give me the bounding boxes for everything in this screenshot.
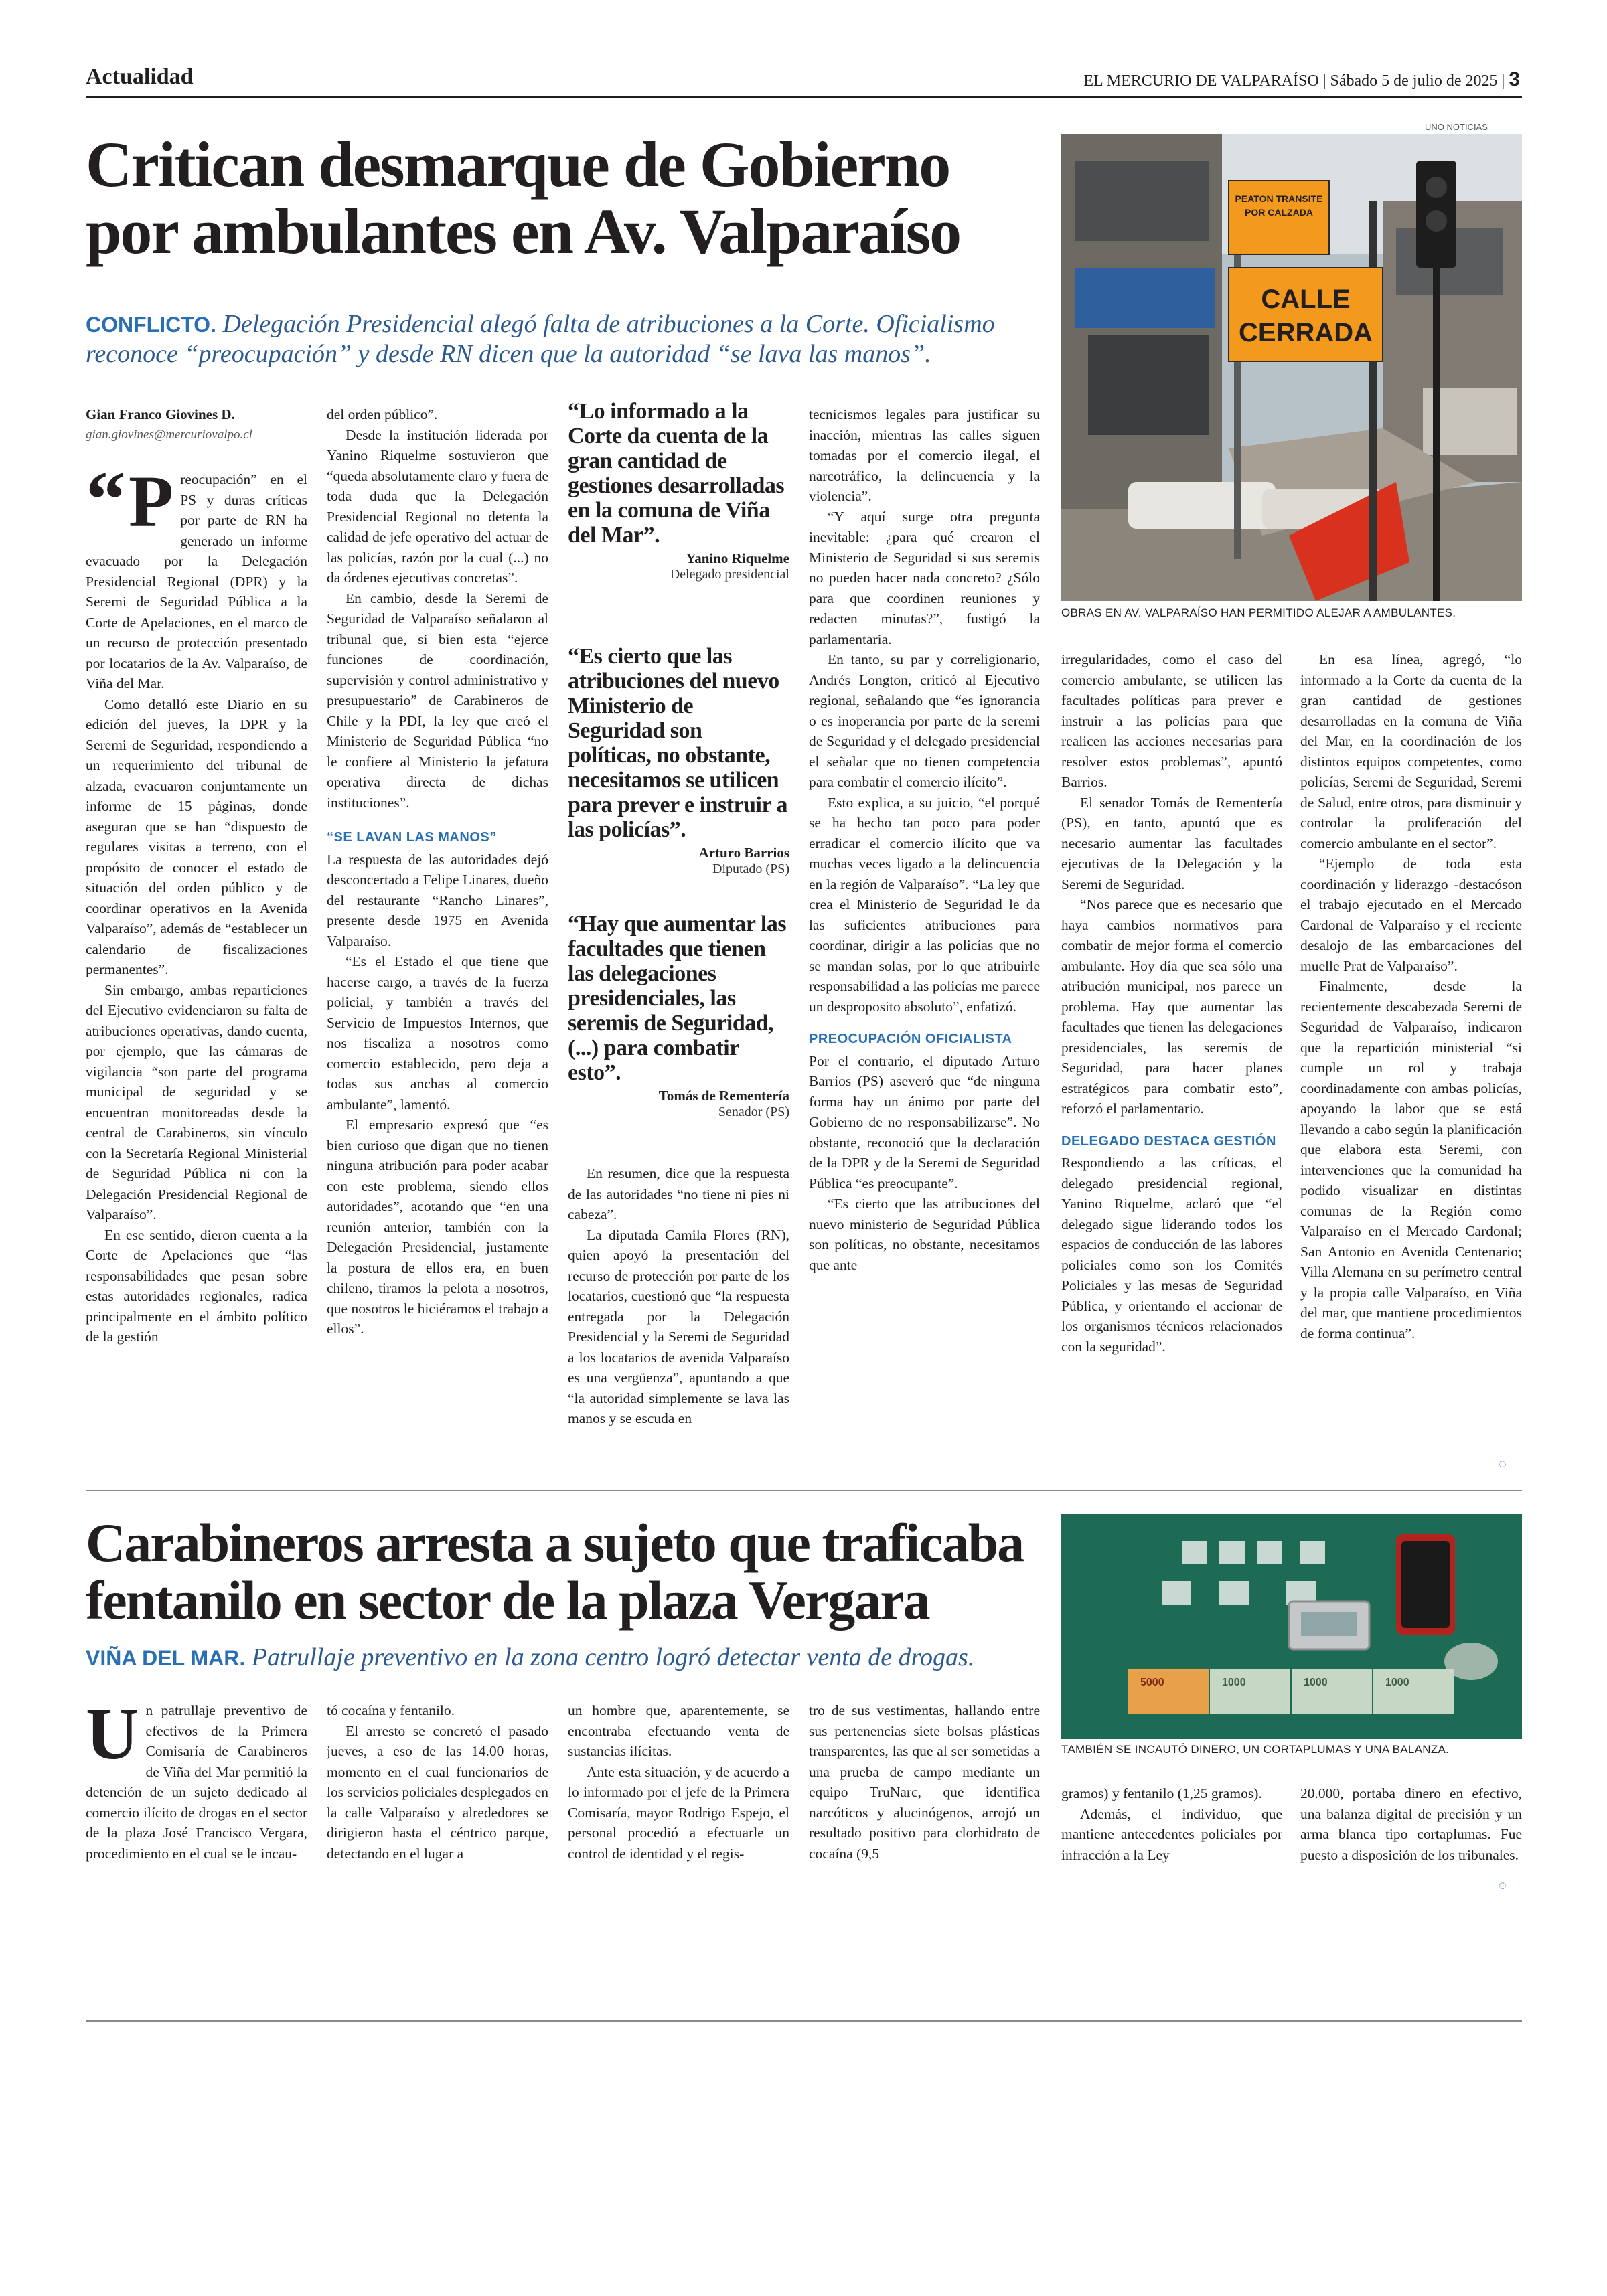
paragraph: “Ejemplo de toda esta coordinación y liderazgo -destacóson el trabajo ejecutado en el Mercado Cardonal de Valparaíso y el reciente desalojo de las embarcaciones del muelle Prat de Valparaíso”. xyxy=(1300,855,1522,974)
article1-col4 xyxy=(809,404,1040,1475)
article1-col1 xyxy=(86,404,307,1475)
pull-quote-text: “Hay que aumentar las facultades que tienen las delegaciones presidenciales, las seremis de Seguridad, (...) para combatir esto”. xyxy=(568,912,787,1085)
deck-kicker: VIÑA DEL MAR. xyxy=(86,1646,246,1670)
paragraph: Finalmente, desde la recientemente descabezada Seremi de Seguridad de Valparaíso, indicaron que la repartición ministerial “si cumple un rol y trabaja coordinadamente con ambas policías, apoyando la labor que se está llevando a cabo según la planificación que elabora esta Seremi, con intervenciones que la comunidad ha podido visualizar en distintas comunas de la Región como Valparaíso en el Mercado Cardonal; San Antonio en Avenida Centenario; Villa Alemana en su perímetro central y la propia calle Valparaíso, en Viña del mar, que mantiene procedimientos de forma continua”. xyxy=(1300,978,1522,1341)
svg-text:POR CALZADA: POR CALZADA xyxy=(1245,207,1313,218)
paper-name: EL MERCURIO DE VALPARAÍSO xyxy=(1083,72,1319,90)
paragraph: Por el contrario, el diputado Arturo Barrios (PS) aseveró que “de ninguna forma hay un ánimo por parte del Gobierno de no responsabilizarse”. No obstante, reconoció que la declaración de la DPR y de la Seremi de Seguridad Pública “es preocupante”. xyxy=(809,1052,1040,1192)
paragraph: Ante esta situación, y de acuerdo a lo informado por el jefe de la Primera Comisaría, mayor Rodrigo Espejo, el personal procedió a efectuarle un control de identidad y el regis- xyxy=(568,1763,789,1862)
article2-col2 xyxy=(327,1700,548,1914)
sign-main-text: CALLE xyxy=(1261,284,1351,314)
paragraph: del orden público”. xyxy=(327,406,438,422)
article2-col1 xyxy=(86,1700,307,1914)
subhead: “SE LAVAN LAS MANOS” xyxy=(327,830,497,845)
article2-col6 xyxy=(1300,1783,1522,1917)
article2-col3 xyxy=(568,1700,789,1914)
paragraph: En ese sentido, dieron cuenta a la Corte de Apelaciones que “las responsabilidades que pesan sobre estas autoridades regionales, radica principalmente en el ámbito político de la gestión xyxy=(86,1226,307,1345)
article2-col4 xyxy=(809,1700,1040,1914)
pull-quote-role: Senador (PS) xyxy=(718,1104,789,1119)
paragraph: En tanto, su par y correligionario, Andrés Longton, criticó al Ejecutivo regional, señalando que “es ignorancia o es inoperancia por parte de la seremi de Seguridad y el delegado presidencial el señalar que no tienen competencia para combatir el comercio ilícito”. xyxy=(809,651,1040,790)
paragraph: Sin embargo, ambas reparticiones del Ejecutivo evidenciaron su falta de atribuciones operativas, dando cuenta, por ejemplo, que las cámaras de vigilancia “son parte del programa municipal de seguridad y se encuentran monitoreadas desde la central de Carabineros, sin vínculo con la Secretaría Regional Ministerial de Seguridad Pública ni con la Delegación Presidencial Regional de Valparaíso”. xyxy=(86,981,307,1222)
article1-deck xyxy=(86,309,1050,369)
bottom-rule xyxy=(86,2020,1522,2022)
paragraph: 20.000, portaba dinero en efectivo, una balanza digital de precisión y un arma blanca tipo cortaplumas. Fue puesto a disposición de los tribunales. xyxy=(1300,1785,1522,1863)
opening-quote: “ xyxy=(86,455,126,544)
article1-col3 xyxy=(568,1163,789,1478)
subhead: PREOCUPACIÓN OFICIALISTA xyxy=(809,1032,1012,1046)
paragraph: irregularidades, como el caso del comercio ambulante, se utilicen las facultades políticas para prever e instruir a las policías para que realicen las acciones necesarias para resolver estos problemas”, apuntó Barrios. xyxy=(1061,651,1282,790)
paragraph: El empresario expresó que “es bien curioso que digan que no tienen ninguna atribución para poder acabar con este problema, siendo ellos autoridades”, acotando que “en una reunión anterior, también con la Delegación Presidencial, justamente la postura de ellos era, en buen chileno, tiramos la pelota a nosotros, que nosotros le hiciéramos el trabajo a ellos”. xyxy=(327,1117,548,1337)
paragraph: un hombre que, aparentemente, se encontraba efectuando venta de sustancias ilícitas. xyxy=(568,1702,789,1759)
paragraph: tó cocaína y fentanilo. xyxy=(327,1702,455,1718)
article1-headline xyxy=(86,131,1050,265)
headline-line: Carabineros arresta a sujeto que traficaba xyxy=(86,1512,1024,1573)
paragraph: reocupación” en el PS y duras críticas por parte de RN ha generado un informe evacuado por la Delegación Presidencial Regional (DPR) y la Seremi de Seguridad Pública a la Corte de Apelaciones, en el marco de un recurso de protección presentado por locatarios de la Av. Valparaíso, de Viña del Mar. xyxy=(86,471,307,691)
bill-value: 1000 xyxy=(1385,1677,1409,1688)
article2-deck xyxy=(86,1643,1050,1673)
svg-text:CERRADA: CERRADA xyxy=(1239,318,1373,347)
paragraph: gramos) y fentanilo (1,25 gramos). xyxy=(1061,1785,1262,1801)
paragraph: En resumen, dice que la respuesta de las autoridades “no tiene ni pies ni cabeza”. xyxy=(568,1165,789,1222)
paragraph: n patrullaje preventivo de efectivos de la Primera Comisaría de Carabineros de Viña del Mar permitió la detención de un sujeto dedicado al comercio ilícito de drogas en el sector de la plaza José Francisco Vergara, procedimiento en el cual se le incau- xyxy=(86,1702,307,1862)
seized-items-photo xyxy=(1061,1514,1522,1739)
paragraph: “Es el Estado el que tiene que hacerse cargo, a través de la fuerza policial, y también a través del Servicio de Impuestos Internos, que nos fiscaliza a nosotros como comercio establecido, pero deja a todas sus anchas al comercio ambulante”, lamentó. xyxy=(327,953,548,1113)
bill-value: 5000 xyxy=(1140,1677,1164,1688)
end-mark-icon: ◌ xyxy=(1499,1457,1507,1471)
paragraph: Como detalló este Diario en su edición del jueves, la DPR y la Seremi de Seguridad, respondiendo a un requerimiento del tribunal de alzada, evacuaron conjuntamente un informe de 15 páginas, donde aseguran que se han “dispuesto de regulares visitas a terreno, con el propósito de conocer el estado de situación del orden público y de coordinar operativos en la Avenida Valparaíso”, además de “establecer un calendario de fiscalizaciones permanentes”. xyxy=(86,695,307,977)
pull-quote-text: “Es cierto que las atribuciones del nuevo Ministerio de Seguridad son políticas, no obstante, necesitamos se utilicen para prever e instruir a las policías”. xyxy=(568,644,787,842)
pull-quote xyxy=(568,912,789,1120)
end-mark-icon: ◌ xyxy=(1499,1878,1507,1893)
pull-quote-role: Diputado (PS) xyxy=(712,862,789,876)
article-divider xyxy=(86,1490,1522,1491)
paragraph: Respondiendo a las críticas, el delegado presidencial regional, Yanino Riquelme, aclaró que “el delegado sigue liderando todos los espacios de conducción de las labores policiales como son los Comités Policiales y las mesas de Seguridad Pública, y orientando el accionar de los organismos técnicos relacionados con la seguridad”. xyxy=(1061,1155,1282,1355)
deck-kicker: CONFLICTO. xyxy=(86,313,216,337)
paragraph: “Y aquí surge otra pregunta inevitable: ¿para qué crearon el Ministerio de Seguridad si sus seremis no pueden hacer nada concreto? ¿Sólo para que coordinen reuniones y redacten minutas?”, fustigó la parlamentaria. xyxy=(809,508,1040,647)
section-label: Actualidad xyxy=(86,64,194,89)
paragraph: El arresto se concretó el pasado jueves, a eso de las 14.00 horas, momento en el cual funcionarios de los servicios policiales desplegados en la calle Valparaíso y alrededores se dirigieron hasta el céntrico parque, detectando en el lugar a xyxy=(327,1722,548,1862)
header-rule xyxy=(86,96,1522,98)
headline-line: por ambulantes en Av. Valparaíso xyxy=(86,195,961,267)
deck-text: Patrullaje preventivo en la zona centro logró detectar venta de drogas. xyxy=(251,1643,975,1671)
headline-line: fentanilo en sector de la plaza Vergara xyxy=(86,1570,929,1631)
paragraph: En esa línea, agregó, “lo informado a la Corte da cuenta de la gran cantidad de gestiones desarrolladas en la comuna de Viña del Mar, en la coordinación de los distintos equipos competentes, como policías, Seremi de Seguridad, Seremi de Salud, entre otros, para disminuir y controlar la proliferación del comercio ambulante en el sector”. xyxy=(1300,651,1522,851)
paragraph: Desde la institución liderada por Yanino Riquelme sostuvieron que “queda absolutamente claro y fuera de toda duda que la Delegación Presidencial Regional no detenta la calidad de jefe operativo del actuar de las policías, razón por la cual (...) no da órdenes ejecutivas concretas”. xyxy=(327,426,548,586)
seized-items-illustration xyxy=(1061,1514,1522,1739)
page-header: EL MERCURIO DE VALPARAÍSO | Sábado 5 de julio de 2025 | 3 xyxy=(1083,68,1520,90)
street-photo xyxy=(1061,134,1522,601)
paragraph: La diputada Camila Flores (RN), quien apoyó la presentación del recurso de protección por parte de los locatarios, cuestionó que “la respuesta entregada por la Delegación Presidencial y la Seremi de Seguridad a los locatarios de avenida Valparaíso es una vergüenza”, apuntando a que “la autoridad simplemente se lava las manos y se escuda en xyxy=(568,1226,789,1426)
article1-col5 xyxy=(1061,649,1282,1479)
photo-credit: UNO NOTICIAS xyxy=(1425,122,1488,132)
page-number: 3 xyxy=(1509,68,1520,90)
paragraph: tecnicismos legales para justificar su inacción, mientras las calles siguen tomadas por el comercio ilegal, el narcotráfico, la delincuencia y la violencia”. xyxy=(809,406,1040,504)
paragraph: La respuesta de las autoridades dejó desconcertado a Felipe Linares, dueño del restaurante “Rancho Linares”, presente desde 1975 en Avenida Valparaíso. xyxy=(327,851,548,949)
paragraph: En cambio, desde la Seremi de Seguridad de Valparaíso señalaron al tribunal que, si bien esta “ejerce funciones de coordinación, supervisión y control administrativo y presupuestario” de Carabineros de Chile y la PDI, la ley que creó el Ministerio de Seguridad Pública “no le confiere al Ministerio la jefatura operativa directa de dichas instituciones”. xyxy=(327,590,548,811)
author: Gian Franco Giovines D. xyxy=(86,406,235,422)
paragraph: “Es cierto que las atribuciones del nuevo ministerio de Seguridad Pública son políticas, no obstante, necesitamos que ante xyxy=(809,1196,1040,1273)
paragraph: tro de sus vestimentas, hallando entre sus pertenencias siete bolsas plásticas transparentes, las que al ser sometidas a una prueba de campo mediante un equipo TruNarc, que identifica narcóticos y alucinógenos, arrojó un resultado positivo para clorhidrato de cocaína (9,5 xyxy=(809,1702,1040,1862)
bill-value: 1000 xyxy=(1222,1677,1246,1688)
pull-quote-text: “Lo informado a la Corte da cuenta de la gran cantidad de gestiones desarrolladas en la comuna de Viña del Mar”. xyxy=(568,399,785,548)
street-photo-illustration xyxy=(1061,134,1522,601)
paragraph: “Nos parece que es necesario que haya cambios normativos para combatir de mejor forma el comercio ambulante. Hoy día que sea sólo una atribución municipal, nos parece un problema. Hay que aumentar las facultades que tienen las delegaciones presidenciales, las seremis de Seguridad, para hacer planes estratégicos para combatir esto”, reforzó el parlamentario. xyxy=(1061,896,1282,1117)
dropcap: U xyxy=(86,1700,139,1775)
sign-top-text: PEATON TRANSITE xyxy=(1235,193,1323,204)
article1-col2 xyxy=(327,404,548,1475)
pull-quote-role: Delegado presidencial xyxy=(670,567,789,582)
subhead: DELEGADO DESTACA GESTIÓN xyxy=(1061,1133,1276,1149)
pull-quote xyxy=(568,399,789,582)
dropcap: P xyxy=(129,461,174,542)
article2-col5 xyxy=(1061,1783,1282,1917)
paragraph: Esto explica, a su juicio, “el porqué se ha hecho tan poco para poder erradicar el comercio ilícito que va muchas veces ligado a la delincuencia en la región de Valparaíso”. “La ley que crea el Ministerio de Seguridad le da las suficientes atribuciones para coordinar, dirigir a las policías que no se mandan solas, por lo que atribuirle responsabilidad a las policías me parece un desproposito absoluto”, enfatizó. xyxy=(809,794,1040,1015)
article1-col6 xyxy=(1300,649,1522,1479)
pull-quote-name: Tomás de Rementería xyxy=(658,1088,789,1104)
deck-text: Delegación Presidencial alegó falta de atribuciones a la Corte. Oficialismo reconoce “preocupación” y desde RN dicen que la autoridad “se lava las manos”. xyxy=(86,310,995,368)
pull-quote xyxy=(568,644,789,877)
pull-quote-name: Arturo Barrios xyxy=(698,845,789,861)
paragraph: El senador Tomás de Rementería (PS), en tanto, apuntó que es necesario aumentar las facultades ejecutivas de la Delegación y la Seremi de Seguridad. xyxy=(1061,794,1282,892)
headline-line: Critican desmarque de Gobierno xyxy=(86,129,950,200)
issue-date: Sábado 5 de julio de 2025 xyxy=(1330,72,1498,90)
photo-caption: TAMBIÉN SE INCAUTÓ DINERO, UN CORTAPLUMAS Y UNA BALANZA. xyxy=(1061,1743,1450,1756)
paragraph: Además, el individuo, que mantiene antecedentes policiales por infracción a la Ley xyxy=(1061,1805,1282,1863)
photo-caption: OBRAS EN AV. VALPARAÍSO HAN PERMITIDO ALEJAR A AMBULANTES. xyxy=(1061,606,1456,619)
bill-value: 1000 xyxy=(1304,1677,1328,1688)
article2-headline xyxy=(86,1514,1050,1629)
author-email: gian.giovines@mercuriovalpo.cl xyxy=(86,427,252,442)
pull-quote-name: Yanino Riquelme xyxy=(686,550,789,566)
